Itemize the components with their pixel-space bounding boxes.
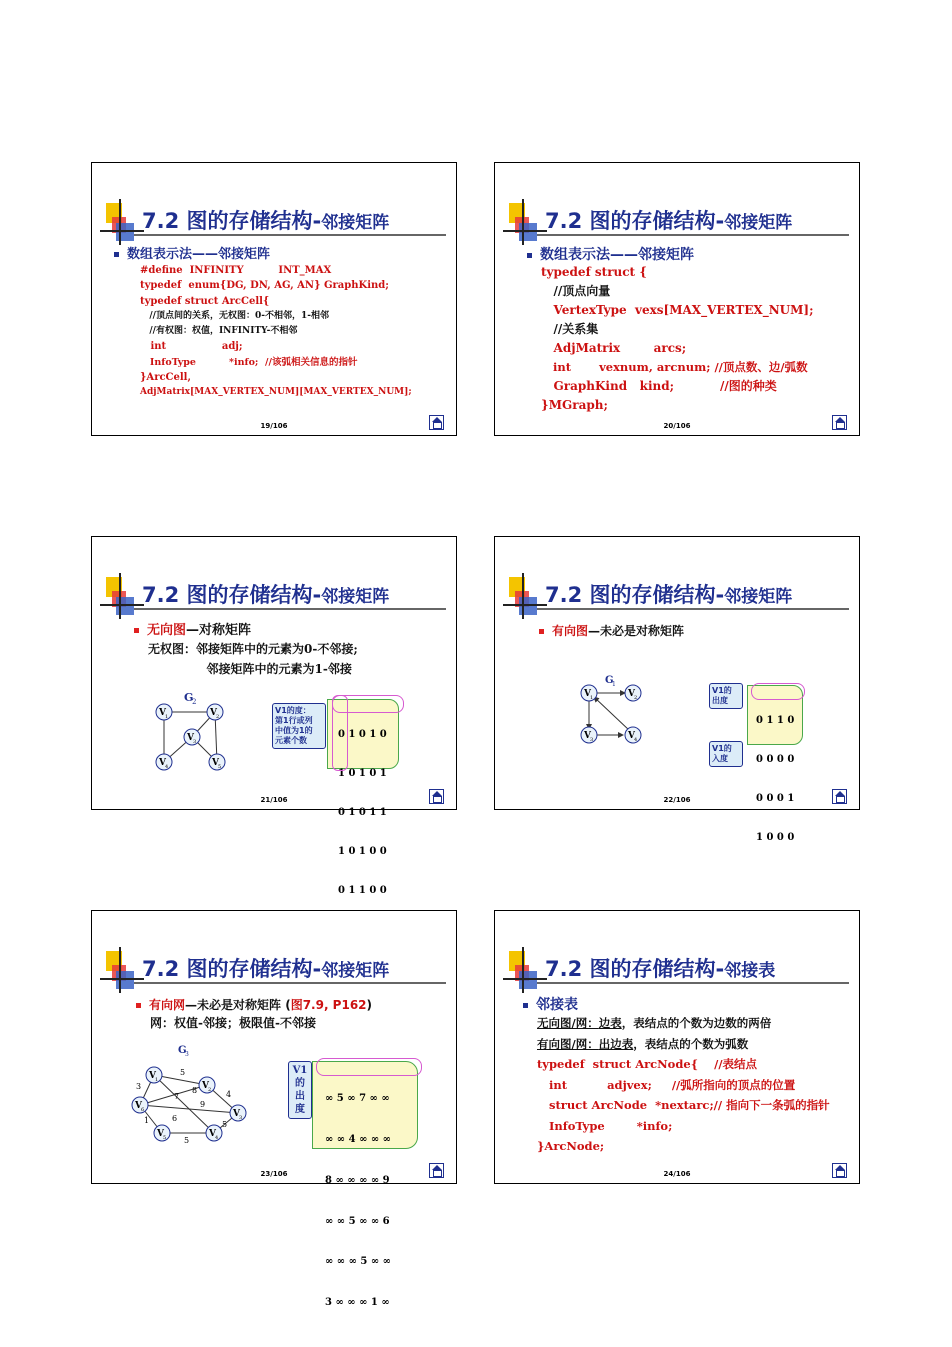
svg-text:4: 4	[634, 737, 638, 743]
code-line: struct ArcNode *nextarc;// 指向下一条弧的指针	[537, 1098, 830, 1112]
slide-20	[494, 162, 860, 436]
edge-weight: 1	[144, 1116, 150, 1125]
home-icon[interactable]	[832, 1163, 847, 1178]
slide-24	[494, 910, 860, 1184]
slide-title: 7.2 图的存储结构-邻接矩阵	[142, 957, 390, 981]
code-line: AdjMatrix arcs;	[541, 341, 687, 355]
bullet-heading: 无向图—对称矩阵	[134, 623, 358, 639]
graph-g1	[575, 671, 665, 751]
code-line: int adjvex; //弧所指向的顶点的位置	[537, 1077, 796, 1092]
slide-body	[527, 247, 814, 415]
slide-title: 7.2 图的存储结构-邻接表	[545, 957, 776, 981]
vertex-v3	[184, 729, 200, 745]
callout-out-degree: V1 的 出 度	[288, 1061, 312, 1119]
slide-19	[91, 162, 457, 436]
graph-label-sub: 3	[185, 1051, 189, 1058]
page-number: 22/106	[663, 796, 691, 804]
svg-text:V: V	[187, 733, 194, 743]
edge-weight: 6	[172, 1114, 178, 1123]
bullet-heading: 有向网—未必是对称矩阵 (图7.9, P162)	[136, 997, 372, 1013]
title-rule	[537, 234, 849, 236]
svg-text:V: V	[159, 708, 166, 718]
matrix-row: 0 1 1 0	[756, 715, 795, 726]
callout-in-degree: V1的 入度	[709, 741, 743, 767]
home-icon[interactable]	[832, 789, 847, 804]
svg-text:V: V	[628, 731, 635, 741]
graph-g2	[142, 687, 242, 777]
edge-weight: 3	[136, 1082, 142, 1091]
matrix-row: 0 1 0 1 1	[338, 807, 387, 818]
edge-weight: 7	[174, 1092, 180, 1101]
vertex-v4	[156, 754, 172, 770]
edge-weight: 5	[180, 1068, 186, 1077]
edge-weight: 8	[192, 1086, 198, 1095]
bullet-heading: 数组表示法——邻接矩阵	[114, 247, 412, 263]
vertex-v3	[581, 727, 597, 743]
bullet-heading: 数组表示法——邻接矩阵	[527, 247, 814, 263]
svg-text:V: V	[149, 1071, 156, 1081]
svg-text:3: 3	[590, 737, 594, 743]
code-comment: //有权图：权值，INFINITY-不相邻	[140, 326, 298, 337]
slide-body	[136, 997, 372, 1033]
code-line: typedef struct {	[541, 265, 647, 279]
edge-weight: 9	[200, 1100, 206, 1109]
page-number: 19/106	[260, 422, 288, 430]
vertex-v2	[207, 704, 223, 720]
matrix-row: 0 1 0 1 0	[338, 729, 387, 740]
title-rule	[134, 982, 446, 984]
svg-text:4: 4	[215, 1135, 219, 1141]
matrix-row: 3 ∞ ∞ ∞ 1 ∞	[325, 1297, 390, 1309]
page-number: 24/106	[663, 1170, 691, 1178]
code-comment: //顶点向量	[541, 284, 611, 298]
code-line: InfoType *info;	[537, 1118, 673, 1133]
svg-text:1: 1	[155, 1077, 159, 1083]
svg-text:V: V	[584, 731, 591, 741]
text-line: 无权图：邻接矩阵中的元素为0-不邻接;	[148, 642, 358, 656]
graph-label: G	[178, 1045, 187, 1056]
matrix-highlight	[316, 1058, 422, 1076]
slide-body	[539, 623, 684, 639]
matrix-row: 0 0 0 0	[756, 754, 795, 765]
svg-text:2: 2	[634, 695, 638, 701]
matrix-highlight	[332, 695, 348, 771]
page-number: 23/106	[260, 1170, 288, 1178]
svg-text:V: V	[159, 758, 166, 768]
slide-title: 7.2 图的存储结构-邻接矩阵	[545, 583, 793, 607]
svg-text:2: 2	[216, 714, 220, 720]
vertex-v5	[154, 1125, 170, 1141]
bullet-heading: 有向图—未必是对称矩阵	[539, 623, 684, 639]
slide-logo-icon	[509, 577, 539, 619]
vertex-v4	[625, 727, 641, 743]
edge-weight: 4	[226, 1090, 232, 1099]
vertex-v1	[581, 685, 597, 701]
matrix-row: 8 ∞ ∞ ∞ ∞ 9	[325, 1174, 390, 1186]
home-icon[interactable]	[429, 1163, 444, 1178]
slide-logo-icon	[509, 203, 539, 245]
svg-text:2: 2	[208, 1087, 212, 1093]
svg-text:V: V	[212, 758, 219, 768]
vertex-v5	[209, 754, 225, 770]
slide-body	[114, 247, 412, 401]
code-line: AdjMatrix[MAX_VERTEX_NUM][MAX_VERTEX_NUM];	[140, 387, 412, 398]
graph-label-sub: 2	[192, 698, 197, 706]
title-rule	[537, 608, 849, 610]
svg-text:V: V	[209, 1129, 216, 1139]
slide-logo-icon	[106, 203, 136, 245]
callout-degree: V1的度： 第1行或列 中值为1的 元素个数	[272, 703, 326, 749]
code-line: VertexType vexs[MAX_VERTEX_NUM];	[541, 303, 814, 317]
edge-weight: 5	[222, 1120, 228, 1129]
code-line: typedef struct ArcCell{	[140, 295, 270, 307]
matrix-row: 1 0 0 0	[756, 832, 795, 843]
text-line: 无向图/网：边表，表结点的个数为边数的两倍	[537, 1016, 772, 1030]
bullet-heading: 邻接表	[523, 997, 830, 1013]
slide-title: 7.2 图的存储结构-邻接矩阵	[142, 583, 390, 607]
vertex-v4	[206, 1125, 222, 1141]
matrix-row: 0 1 1 0 0	[338, 885, 387, 896]
vertex-v2	[625, 685, 641, 701]
code-line: typedef struct ArcNode{ //表结点	[537, 1057, 758, 1071]
graph-label: G	[184, 691, 194, 704]
title-rule	[537, 982, 849, 984]
slide-logo-icon	[509, 951, 539, 993]
matrix-row: ∞ ∞ 5 ∞ ∞ 6	[325, 1215, 390, 1227]
home-icon[interactable]	[429, 415, 444, 430]
code-line: }ArcCell,	[140, 372, 191, 384]
slide-title: 7.2 图的存储结构-邻接矩阵	[142, 209, 390, 233]
svg-text:V: V	[202, 1081, 209, 1091]
svg-text:V: V	[135, 1101, 142, 1111]
svg-text:1: 1	[590, 695, 594, 701]
slide-body	[523, 997, 830, 1157]
svg-text:V: V	[210, 708, 217, 718]
svg-text:V: V	[233, 1109, 240, 1119]
text-line: 网：权值-邻接；极限值-不邻接	[150, 1016, 316, 1030]
svg-text:5: 5	[218, 764, 222, 770]
home-icon[interactable]	[832, 415, 847, 430]
matrix-row: ∞ ∞ ∞ 5 ∞ ∞	[325, 1256, 392, 1268]
vertex-v2	[199, 1077, 215, 1093]
vertex-v1	[156, 704, 172, 720]
svg-text:3: 3	[239, 1115, 243, 1121]
svg-text:V: V	[628, 689, 635, 699]
svg-text:6: 6	[141, 1107, 145, 1113]
slide-21	[91, 536, 457, 896]
matrix-row: 1 0 1 0 1	[338, 768, 387, 779]
slide-body	[134, 623, 358, 679]
matrix-row: 0 0 0 1	[756, 793, 795, 804]
matrix-highlight	[751, 683, 805, 700]
graph-label-sub: 1	[612, 681, 616, 688]
code-line: #define INFINITY INT_MAX	[140, 265, 332, 276]
svg-text:V: V	[157, 1129, 164, 1139]
code-line: int adj;	[140, 341, 243, 353]
slide-23	[91, 910, 457, 1309]
svg-text:V: V	[584, 689, 591, 699]
code-line: int vexnum, arcnum; //顶点数、边/弧数	[541, 360, 808, 374]
code-comment: //关系集	[541, 322, 599, 336]
graph-label: G	[605, 675, 614, 686]
code-line: typedef enum{DG, DN, AG, AN} GraphKind;	[140, 280, 389, 292]
callout-out-degree: V1的 出度	[709, 683, 743, 709]
slide-22	[494, 536, 860, 843]
title-rule	[134, 608, 446, 610]
matrix-row: 1 0 1 0 0	[338, 846, 387, 857]
vertex-v1	[146, 1067, 162, 1083]
vertex-v6	[132, 1097, 148, 1113]
code-line: }ArcNode;	[537, 1139, 605, 1153]
svg-text:3: 3	[193, 739, 197, 745]
page-number: 21/106	[260, 796, 288, 804]
vertex-v3	[230, 1105, 246, 1121]
code-line: InfoType *info; //该弧相关信息的指针	[140, 356, 358, 368]
graph-g3	[122, 1041, 252, 1145]
svg-text:5: 5	[163, 1135, 167, 1141]
matrix-row: ∞ ∞ 4 ∞ ∞ ∞	[325, 1133, 392, 1145]
svg-text:4: 4	[165, 764, 169, 770]
text-line: 有向图/网：出边表，表结点的个数为弧数	[537, 1036, 749, 1051]
title-rule	[134, 234, 446, 236]
edge-weight: 5	[184, 1136, 190, 1145]
text-line: 邻接矩阵中的元素为1-邻接	[148, 662, 352, 676]
slide-logo-icon	[106, 577, 136, 619]
code-comment: //顶点间的关系，无权图：0-不相邻，1-相邻	[140, 310, 329, 321]
page-number: 20/106	[663, 422, 691, 430]
code-line: GraphKind kind; //图的种类	[541, 379, 777, 393]
slide-title: 7.2 图的存储结构-邻接矩阵	[545, 209, 793, 233]
matrix-row: ∞ 5 ∞ 7 ∞ ∞	[325, 1093, 390, 1105]
slide-logo-icon	[106, 951, 136, 993]
code-line: }MGraph;	[541, 398, 608, 412]
svg-text:1: 1	[165, 714, 169, 720]
home-icon[interactable]	[429, 789, 444, 804]
